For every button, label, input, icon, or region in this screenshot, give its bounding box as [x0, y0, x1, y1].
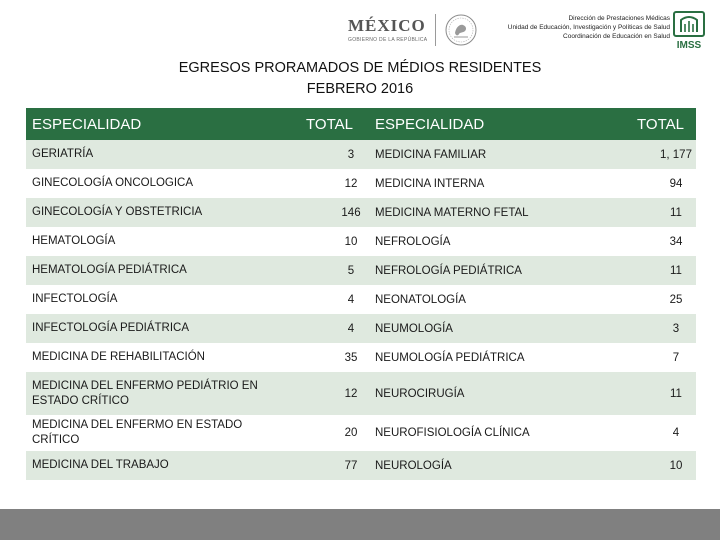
header-total-left: TOTAL: [285, 108, 367, 140]
table-row: [26, 169, 696, 198]
specialty-total: 10: [285, 227, 367, 256]
table-row: [26, 372, 696, 415]
specialty-name: NEUMOLOGÍA PEDIÁTRICA: [367, 343, 616, 372]
specialty-name: MEDICINA INTERNA: [367, 169, 616, 198]
specialty-name: MEDICINA DEL ENFERMO PEDIÁTRIO EN ESTADO CRÍTICO: [26, 372, 285, 415]
header-especialidad-right: ESPECIALIDAD: [367, 108, 616, 140]
specialty-total: 12: [285, 169, 367, 198]
specialty-name: INFECTOLOGÍA: [26, 285, 285, 314]
specialty-name: NEUROLOGÍA: [367, 451, 616, 480]
institution-line-3: Coordinación de Educación en Salud: [563, 33, 670, 40]
table-row: [26, 285, 696, 314]
mexico-seal-icon: [444, 13, 478, 47]
document-title: EGRESOS PRORAMADOS DE MÉDIOS RESIDENTES: [178, 60, 542, 76]
table-header-row: [26, 108, 696, 140]
specialty-name: NEUMOLOGÍA: [367, 314, 616, 343]
specialty-total: 3: [616, 314, 696, 343]
specialty-name: MEDICINA DE REHABILITACIÓN: [26, 343, 285, 372]
table-row: [26, 451, 696, 480]
specialty-total: 11: [616, 372, 696, 415]
specialty-total: 20: [285, 415, 367, 451]
specialty-total: 35: [285, 343, 367, 372]
institution-line-1: Dirección de Prestaciones Médicas: [568, 15, 670, 22]
residents-table: [26, 108, 696, 480]
specialty-total: 10: [616, 451, 696, 480]
page-header: [0, 0, 720, 58]
table-row: [26, 256, 696, 285]
specialty-total: 4: [616, 415, 696, 451]
table-row: [26, 415, 696, 451]
specialty-name: NEONATOLOGÍA: [367, 285, 616, 314]
specialty-total: 7: [616, 343, 696, 372]
specialty-name: NEFROLOGÍA PEDIÁTRICA: [367, 256, 616, 285]
specialty-name: HEMATOLOGÍA PEDIÁTRICA: [26, 256, 285, 285]
imss-logo-icon: [672, 10, 706, 50]
specialty-total: 94: [616, 169, 696, 198]
specialty-name: NEFROLOGÍA: [367, 227, 616, 256]
logo-divider: [435, 14, 436, 46]
specialty-name: MEDICINA DEL TRABAJO: [26, 451, 285, 480]
header-total-right: TOTAL: [616, 108, 696, 140]
imss-label: IMSS: [676, 40, 702, 50]
table-row: [26, 227, 696, 256]
specialty-name: MEDICINA FAMILIAR: [367, 140, 616, 169]
gov-name: MÉXICO: [348, 16, 426, 35]
gov-subtitle: GOBIERNO DE LA REPÚBLICA: [348, 37, 428, 43]
specialty-total: 4: [285, 314, 367, 343]
specialty-name: HEMATOLOGÍA: [26, 227, 285, 256]
specialty-total: 34: [616, 227, 696, 256]
specialty-name: INFECTOLOGÍA PEDIÁTRICA: [26, 314, 285, 343]
institution-block: [508, 14, 670, 41]
specialty-name: GINECOLOGÍA ONCOLOGICA: [26, 169, 285, 198]
specialty-total: 146: [285, 198, 367, 227]
specialty-total: 12: [285, 372, 367, 415]
footer-bar: [0, 509, 720, 540]
table-row: [26, 140, 696, 169]
table-row: [26, 314, 696, 343]
institution-line-2: Unidad de Educación, Investigación y Políticas de Salud: [507, 24, 670, 31]
document-subtitle-date: FEBRERO 2016: [306, 81, 414, 97]
specialty-name: GERIATRÍA: [26, 140, 285, 169]
specialty-total: 5: [285, 256, 367, 285]
specialty-total: 4: [285, 285, 367, 314]
specialty-total: 11: [616, 198, 696, 227]
specialty-name: MEDICINA MATERNO FETAL: [367, 198, 616, 227]
header-especialidad-left: ESPECIALIDAD: [26, 108, 285, 140]
specialty-total: 1, 177: [616, 140, 696, 169]
specialty-name: MEDICINA DEL ENFERMO EN ESTADO CRÍTICO: [26, 415, 285, 451]
table-row: [26, 198, 696, 227]
specialty-total: 77: [285, 451, 367, 480]
specialty-name: NEUROCIRUGÍA: [367, 372, 616, 415]
specialty-total: 3: [285, 140, 367, 169]
specialty-name: NEUROFISIOLOGÍA CLÍNICA: [367, 415, 616, 451]
table-row: [26, 343, 696, 372]
gobierno-mexico-logo: [348, 12, 478, 48]
specialty-total: 11: [616, 256, 696, 285]
specialty-total: 25: [616, 285, 696, 314]
specialty-name: GINECOLOGÍA Y OBSTETRICIA: [26, 198, 285, 227]
